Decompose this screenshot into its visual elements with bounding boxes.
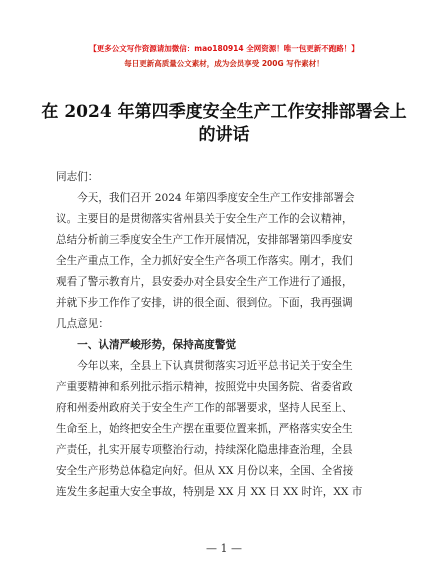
body-line: 今年以来，全县上下认真贯彻落实习近平总书记关于安全生 [56, 360, 353, 372]
body-line: 观看了警示教育片，县安委办对全县安全生产工作进行了通报， [56, 276, 353, 288]
body-line: 全生产重点工作，全力抓好安全生产各项工作落实。刚才，我们 [56, 255, 353, 267]
promo-line-2: 每日更新高质量公文素材，成为会员享受 200G 写作素材！ [124, 59, 324, 68]
body-line: 产责任，扎实开展专项整治行动，持续深化隐患排查治理，全县 [56, 444, 353, 456]
body-line: 今天，我们召开 2024 年第四季度安全生产工作安排部署会 [56, 192, 355, 204]
document-title-line-1: 在 2024 年第四季度安全生产工作安排部署会上 [41, 102, 407, 122]
body-line: 产重要精神和系列批示指示精神，按照党中央国务院、省委省政 [56, 381, 353, 393]
body-line: 府和州委州政府关于安全生产工作的部署要求，坚持人民至上、 [56, 402, 353, 414]
section-heading: 一、认清严峻形势，保持高度警觉 [56, 339, 237, 351]
promo-line-1: 【更多公文写作资源请加微信：mao180914 全网资源！唯一包更新不跑路！】 [89, 44, 359, 53]
page-number: — 1 — [206, 542, 242, 555]
body-line: 几点意见： [56, 318, 109, 330]
body-line: 生命至上，始终把安全生产摆在重要位置来抓，严格落实安全生 [56, 423, 353, 435]
body-line: 连发生多起重大安全事故，特别是 XX 月 XX 日 XX 时许，XX 市 [56, 486, 363, 498]
document-body [56, 167, 392, 503]
body-line: 总结分析前三季度安全生产工作开展情况，安排部署第四季度安 [56, 234, 353, 246]
body-line: 并就下步工作作了安排，讲的很全面、很到位。下面，我再强调 [56, 297, 353, 309]
document-title-line-2: 的讲话 [198, 125, 250, 145]
body-line: 安全生产形势总体稳定向好。但从 XX 月份以来，全国、全省接 [56, 465, 354, 477]
salutation: 同志们： [56, 171, 99, 183]
body-line: 议。主要目的是贯彻落实省州县关于安全生产工作的会议精神， [56, 213, 353, 225]
